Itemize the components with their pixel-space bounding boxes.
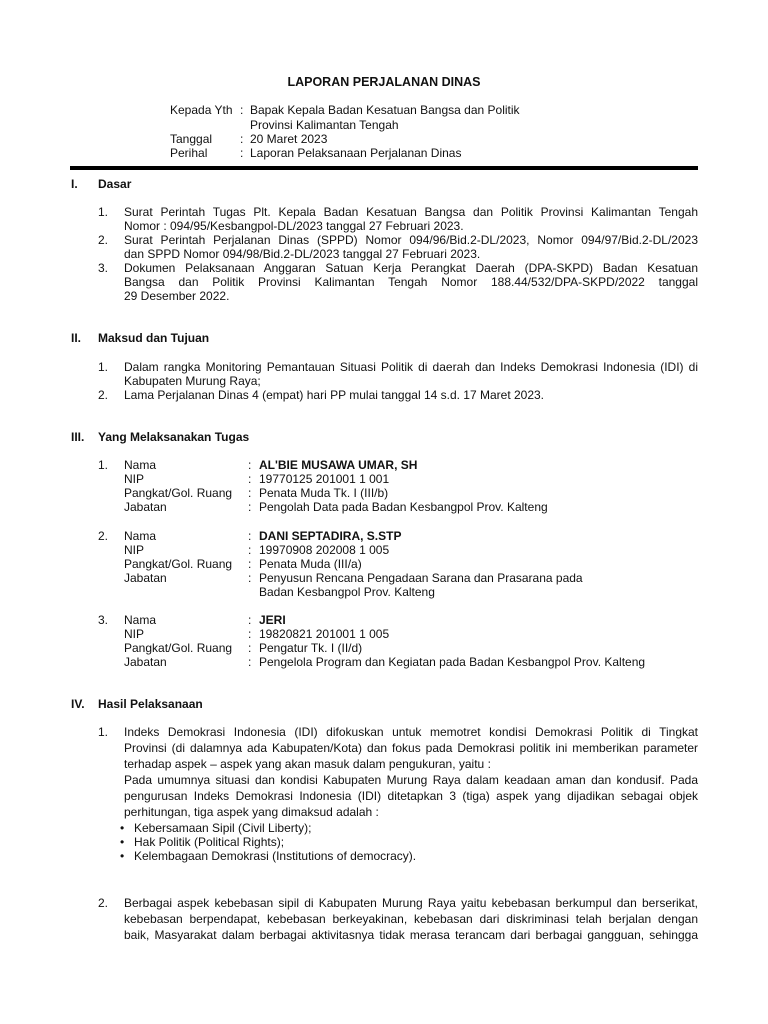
bullet: • (120, 821, 125, 835)
section-number: III. (71, 430, 85, 444)
hasil-item-1-line4: Pada umumnya situasi dan kondisi Kabupaten Murung Raya dalam keadaan aman dan kondusif. Pada (124, 773, 698, 787)
pangkat-value: Pengatur Tk. I (II/d) (259, 641, 363, 655)
perihal-label: Perihal (170, 146, 208, 160)
colon: : (248, 472, 252, 486)
jabatan-label: Jabatan (124, 571, 167, 585)
colon: : (248, 641, 252, 655)
hasil-item-2-line1: Berbagai aspek kebebasan sipil di Kabupaten Murung Raya yaitu kebebasan berkumpul dan berserikat, (124, 896, 698, 910)
dasar-item-2-line2: dan SPPD Nomor 094/98/Bid.2-DL/2023 tanggal 27 Februari 2023. (124, 247, 481, 261)
jabatan-label: Jabatan (124, 655, 167, 669)
colon: : (240, 103, 244, 117)
nip-value: 19770125 201001 1 001 (259, 472, 390, 486)
section-title-hasil: Hasil Pelaksanaan (98, 697, 203, 711)
pangkat-value: Penata Muda Tk. I (III/b) (259, 486, 389, 500)
nip-value: 19970908 202008 1 005 (259, 543, 390, 557)
list-number: 1. (98, 360, 109, 374)
hasil-item-1-line1: Indeks Demokrasi Indonesia (IDI) difokuskan untuk memotret kondisi Demokrasi Politik di Tingkat (124, 725, 698, 739)
list-number: 3. (98, 261, 109, 275)
section-title-dasar: Dasar (98, 177, 132, 191)
jabatan-value-line1: Penyusun Rencana Pengadaan Sarana dan Prasarana pada (259, 571, 583, 585)
colon: : (248, 613, 252, 627)
bullet: • (120, 835, 125, 849)
hasil-item-2-line3: baik, Masyarakat dalam berbagai aktivitasnya tidak merasa terancam dari berbagai gangguan, sehingga (124, 928, 698, 942)
colon: : (248, 571, 252, 585)
perihal-value: Laporan Pelaksanaan Perjalanan Dinas (250, 146, 462, 160)
document-title: LAPORAN PERJALANAN DINAS (287, 75, 481, 89)
colon: : (248, 655, 252, 669)
dasar-item-3-line2: Bangsa dan Politik Provinsi Kalimantan Tengah Nomor 188.44/532/DPA-SKPD/2022 tanggal (124, 275, 698, 289)
jabatan-value: Pengelola Program dan Kegiatan pada Badan Kesbangpol Prov. Kalteng (259, 655, 646, 669)
list-number: 2. (98, 388, 109, 402)
nip-value: 19820821 201001 1 005 (259, 627, 390, 641)
section-number: IV. (71, 697, 85, 711)
tanggal-label: Tanggal (170, 132, 213, 146)
maksud-item-1-line2: Kabupaten Murung Raya; (124, 374, 261, 388)
maksud-item-2-line1: Lama Perjalanan Dinas 4 (empat) hari PP mulai tanggal 14 s.d. 17 Maret 2023. (124, 388, 545, 402)
colon: : (248, 486, 252, 500)
bullet-item: Hak Politik (Political Rights); (134, 835, 285, 849)
pangkat-label: Pangkat/Gol. Ruang (124, 557, 233, 571)
nip-label: NIP (124, 543, 145, 557)
colon: : (248, 627, 252, 641)
list-number: 1. (98, 458, 109, 472)
hasil-item-1-line3: terhadap aspek – aspek yang akan masuk dalam pengukuran, yaitu : (124, 757, 491, 771)
dasar-item-2-line1: Surat Perintah Perjalanan Dinas (SPPD) Nomor 094/96/Bid.2-DL/2023, Nomor 094/97/Bid.2-DL/2023 (124, 233, 698, 247)
nip-label: NIP (124, 627, 145, 641)
jabatan-label: Jabatan (124, 500, 167, 514)
colon: : (248, 557, 252, 571)
kepada-value-line1: Bapak Kepala Badan Kesatuan Bangsa dan Politik (250, 103, 520, 117)
nip-label: NIP (124, 472, 145, 486)
maksud-item-1-line1: Dalam rangka Monitoring Pemantauan Situasi Politik di daerah dan Indeks Demokrasi Indonesia (IDI) di (124, 360, 698, 374)
dasar-item-3-line1: Dokumen Pelaksanaan Anggaran Satuan Kerja Perangkat Daerah (DPA-SKPD) Badan Kesatuan (124, 261, 698, 275)
bullet-item: Kelembagaan Demokrasi (Institutions of democracy). (134, 849, 417, 863)
list-number: 1. (98, 205, 109, 219)
nama-label: Nama (124, 458, 157, 472)
header-divider (70, 166, 698, 170)
dasar-item-1-line2: Nomor : 094/95/Kesbangpol-DL/2023 tanggal 27 Februari 2023. (124, 219, 464, 233)
pangkat-label: Pangkat/Gol. Ruang (124, 641, 233, 655)
section-title-pelaksana: Yang Melaksanakan Tugas (98, 430, 250, 444)
colon: : (248, 500, 252, 514)
list-number: 3. (98, 613, 109, 627)
jabatan-value-line2: Badan Kesbangpol Prov. Kalteng (259, 585, 435, 599)
colon: : (240, 132, 244, 146)
dasar-item-1-line1: Surat Perintah Tugas Plt. Kepala Badan Kesatuan Bangsa dan Politik Provinsi Kalimantan Tengah (124, 205, 698, 219)
list-number: 1. (98, 725, 109, 739)
colon: : (240, 146, 244, 160)
nama-value: AL'BIE MUSAWA UMAR, SH (259, 458, 418, 472)
tanggal-value: 20 Maret 2023 (250, 132, 328, 146)
section-number: II. (71, 331, 82, 345)
list-number: 2. (98, 233, 109, 247)
bullet: • (120, 849, 125, 863)
colon: : (248, 458, 252, 472)
section-title-maksud: Maksud dan Tujuan (98, 331, 210, 345)
nama-value: JERI (259, 613, 286, 627)
hasil-item-1-line6: perhitungan, tiga aspek yang dimaksud adalah : (124, 805, 379, 819)
hasil-item-2-line2: kebebasan berpendapat, kebebasan berkeyakinan, kebebasan dari diskriminasi telah berjalan dengan (124, 912, 698, 926)
nama-label: Nama (124, 529, 157, 543)
section-number: I. (71, 177, 78, 191)
nama-label: Nama (124, 613, 157, 627)
bullet-item: Kebersamaan Sipil (Civil Liberty); (134, 821, 312, 835)
dasar-item-3-line3: 29 Desember 2022. (124, 289, 230, 303)
jabatan-value: Pengolah Data pada Badan Kesbangpol Prov. Kalteng (259, 500, 548, 514)
hasil-item-1-line5: pengurusan Indeks Demokrasi Indonesia (IDI) ditetapkan 3 (tiga) aspek yang dijadikan sebagai objek (124, 789, 698, 803)
colon: : (248, 529, 252, 543)
colon: : (248, 543, 252, 557)
nama-value: DANI SEPTADIRA, S.STP (259, 529, 402, 543)
hasil-item-1-line2: Provinsi (di dalamnya ada Kabupaten/Kota) dan fokus pada Demokrasi politik ini memberikan parameter (124, 741, 698, 755)
list-number: 2. (98, 896, 109, 910)
pangkat-value: Penata Muda (III/a) (259, 557, 362, 571)
kepada-value-line2: Provinsi Kalimantan Tengah (250, 118, 399, 132)
pangkat-label: Pangkat/Gol. Ruang (124, 486, 233, 500)
kepada-label: Kepada Yth (170, 103, 233, 117)
list-number: 2. (98, 529, 109, 543)
